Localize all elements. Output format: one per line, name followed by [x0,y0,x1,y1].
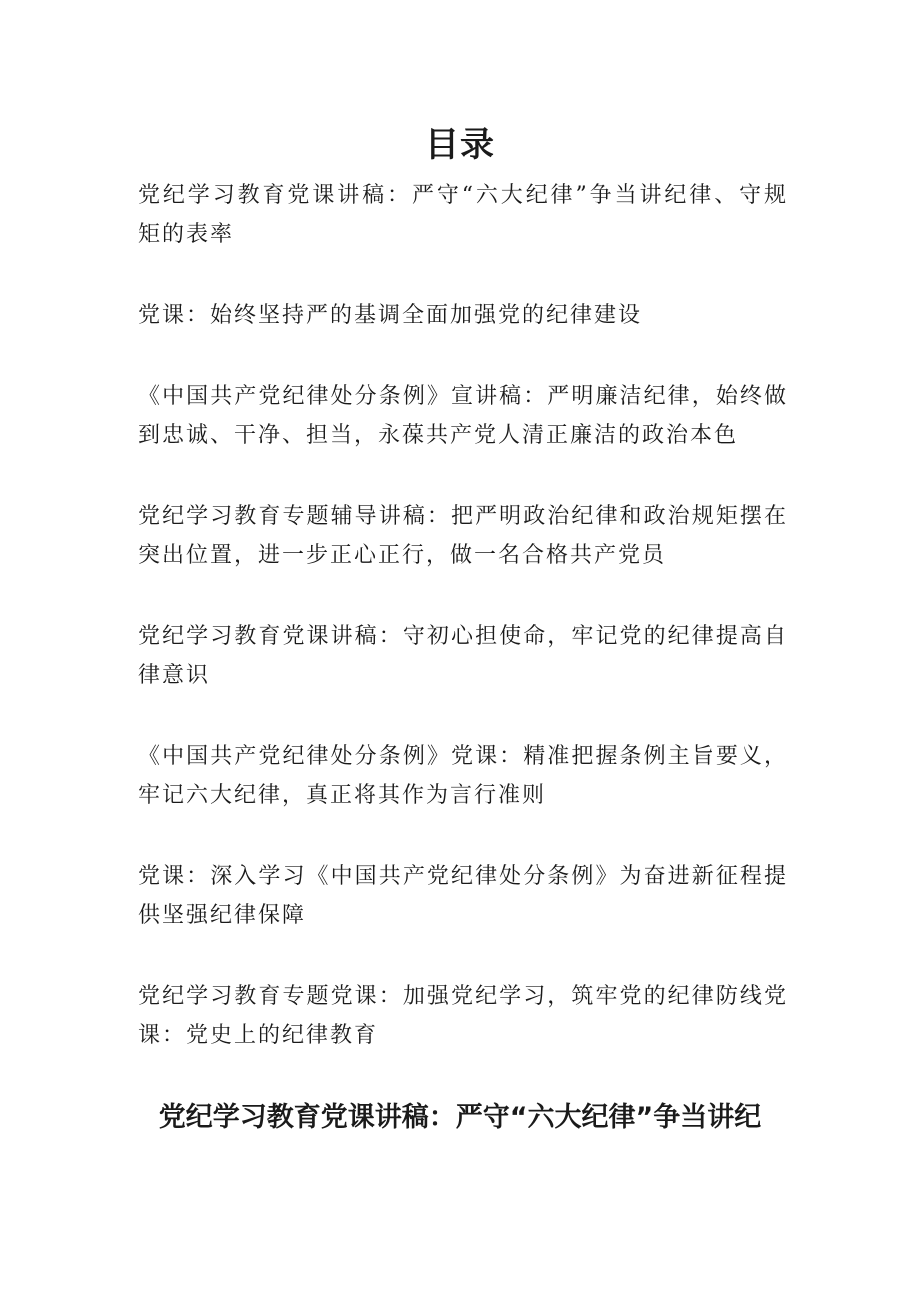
section-heading: 党纪学习教育党课讲稿：严守“六大纪律”争当讲纪 [158,1102,762,1133]
toc-item[interactable]: 《中国共产党纪律处分条例》党课：精准把握条例主旨要义，牢记六大纪律，真正将其作为言行准则 [138,744,788,808]
toc-item[interactable]: 党纪学习教育专题党课：加强党纪学习，筑牢党的纪律防线党课：党史上的纪律教育 [138,984,788,1048]
toc-item[interactable]: 党纪学习教育党课讲稿：严守“六大纪律”争当讲纪律、守规矩的表率 [138,183,788,247]
toc-item[interactable]: 《中国共产党纪律处分条例》宣讲稿：严明廉洁纪律，始终做到忠诚、干净、担当，永葆共产党人清正廉洁的政治本色 [138,384,788,448]
toc-item[interactable]: 党纪学习教育党课讲稿：守初心担使命，牢记党的纪律提高自律意识 [138,624,788,688]
toc-list [138,176,788,1097]
toc-item[interactable]: 党课：始终坚持严的基调全面加强党的纪律建设 [138,303,643,328]
toc-item[interactable]: 党课：深入学习《中国共产党纪律处分条例》为奋进新征程提供坚强纪律保障 [138,864,788,928]
toc-item[interactable]: 党纪学习教育专题辅导讲稿：把严明政治纪律和政治规矩摆在突出位置，进一步正心正行，做一名合格共产党员 [138,504,788,568]
toc-title: 目录 [425,125,495,165]
